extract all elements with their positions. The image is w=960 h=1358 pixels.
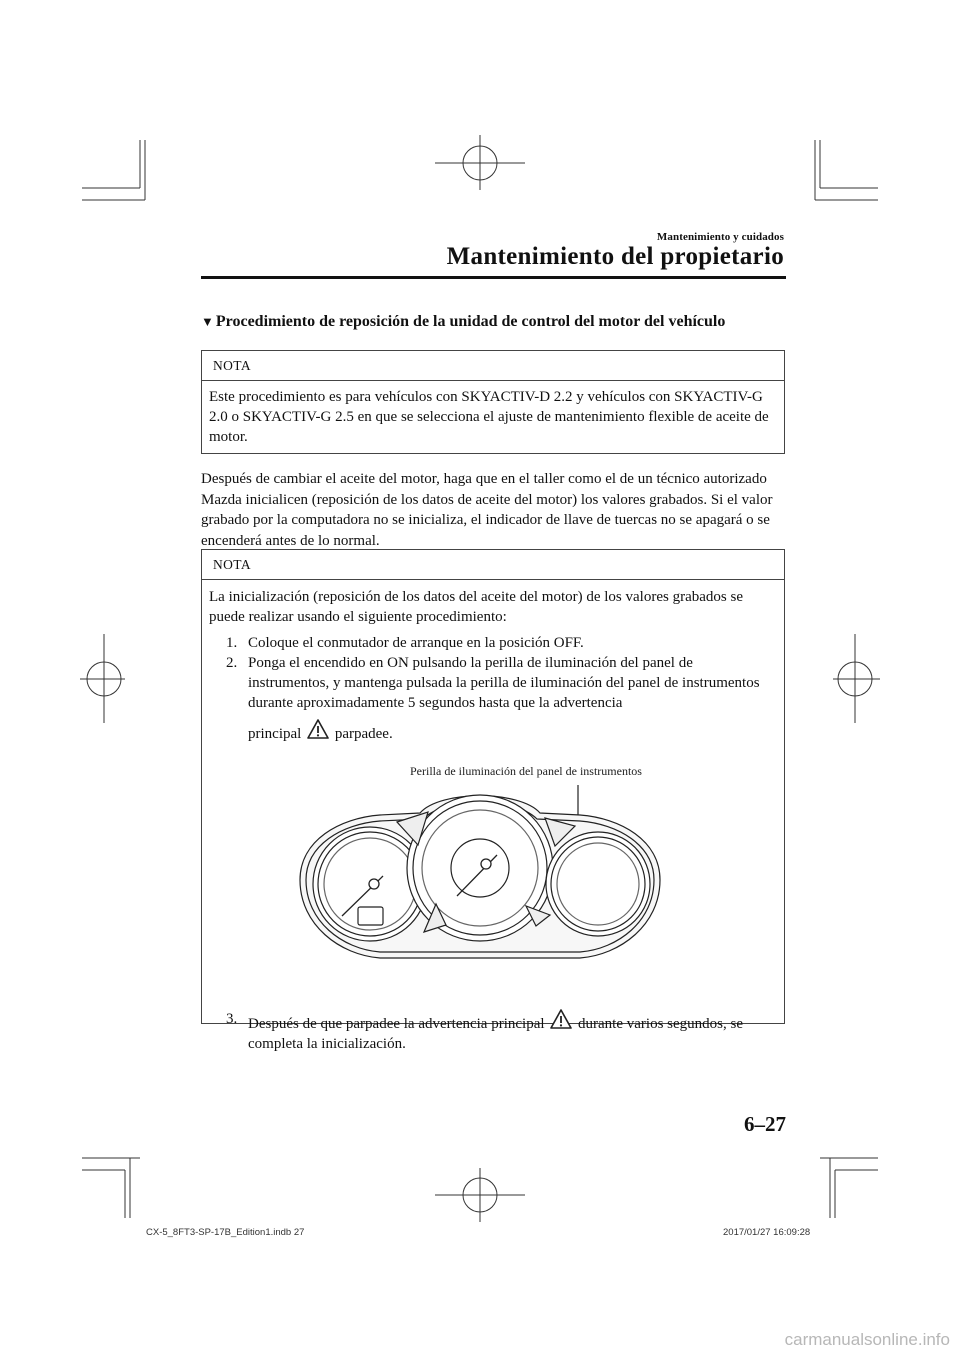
page-number: 6–27 — [744, 1112, 786, 1136]
section-title-text: Procedimiento de reposición de la unidad de control del motor del vehículo — [215, 313, 726, 330]
step-text: Ponga el encendido en ON pulsando la perilla de iluminación del panel de instrumentos, y mantenga pulsada la perilla de iluminación del panel de instrumentos durante aproximadamente 5 segundos hasta que la advertencia — [248, 655, 760, 711]
footer-timestamp: 2017/01/27 16:09:28 — [723, 1227, 811, 1238]
figure-callout-label: Perilla de iluminación del panel de instrumentos — [410, 764, 642, 778]
watermark: carmanualsonline.info — [784, 1330, 950, 1349]
note-label: NOTA — [202, 550, 784, 580]
right-gauge — [546, 832, 650, 936]
note-intro: La inicialización (reposición de los datos del aceite del motor) de los valores grabados se puede realizar usando el siguiente procedimiento: — [209, 589, 743, 625]
step-tail-post: parpadee. — [334, 726, 393, 742]
down-triangle-icon: ▼ — [201, 314, 214, 329]
chapter-title: Mantenimiento del propietario — [446, 243, 784, 270]
note-label: NOTA — [202, 351, 784, 381]
note-text: Este procedimiento es para vehículos con SKYACTIV-D 2.2 y vehículos con SKYACTIV-G 2.0 o SKYACTIV-G 2.5 en que se selecciona el ajuste de mantenimiento flexible de aceite de motor. — [209, 389, 769, 445]
step-text-post: durante varios segundos, se completa la inicialización. — [248, 1016, 743, 1052]
step-number: 2. — [226, 655, 238, 671]
step-number: 3. — [226, 1011, 238, 1027]
chapter-subtitle: Mantenimiento y cuidados — [656, 231, 784, 243]
body-paragraph: Después de cambiar el aceite del motor, haga que en el taller como el de un técnico autorizado Mazda inicialicen (reposición de los datos de aceite del motor) los valores grabados. Si el valor grabado por la computadora no se inicializa, el indicador de llave de tuercas no se apagará o se encenderá antes de lo normal. — [201, 471, 773, 549]
left-gauge-hub — [369, 879, 379, 889]
step-text-pre: Después de que parpadee la advertencia principal — [248, 1016, 545, 1032]
step-text: Coloque el conmutador de arranque en la posición OFF. — [248, 635, 584, 651]
step-number: 1. — [226, 635, 238, 651]
footer-file-name: CX-5_8FT3-SP-17B_Edition1.indb 27 — [146, 1227, 305, 1238]
step-tail-pre: principal — [248, 726, 302, 742]
